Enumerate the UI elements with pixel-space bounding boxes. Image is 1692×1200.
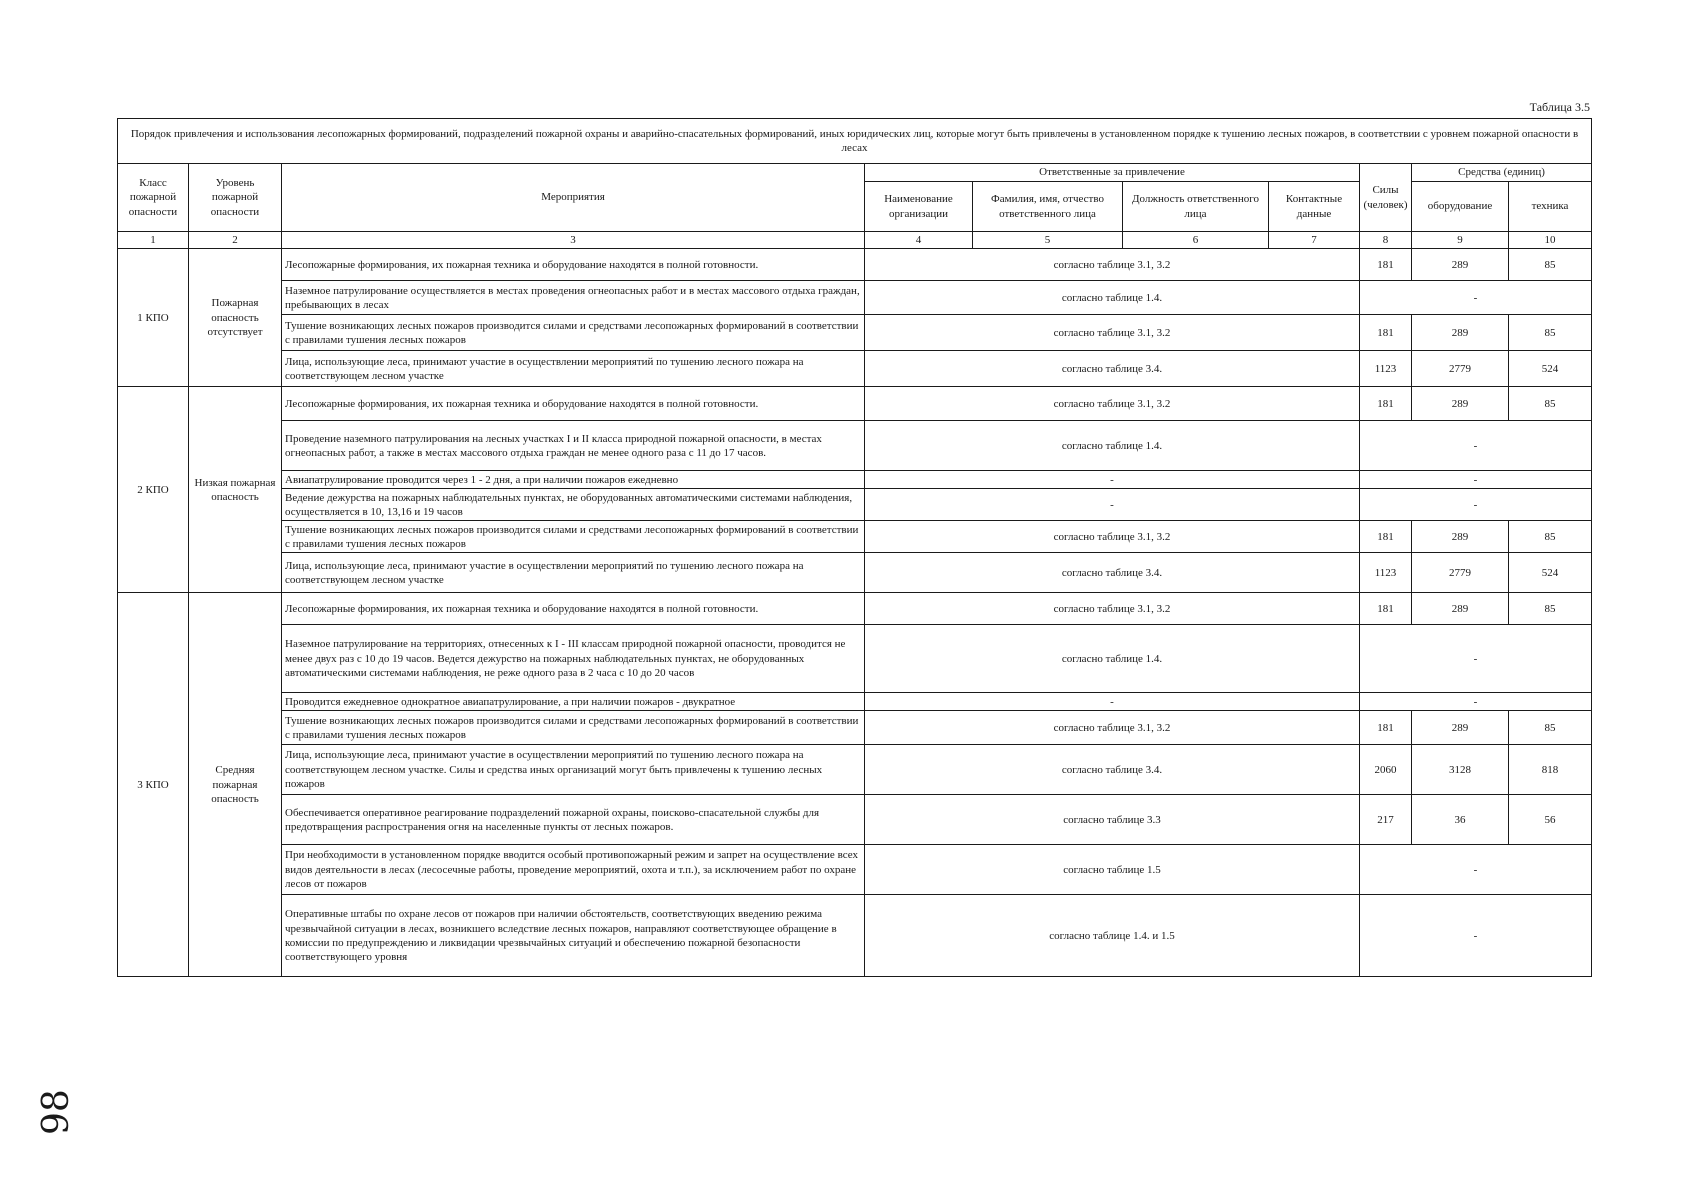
table-row bbox=[118, 593, 1592, 625]
forces-cell: 181 bbox=[1360, 249, 1412, 281]
col-number: 5 bbox=[973, 232, 1123, 249]
table-row bbox=[118, 471, 1592, 489]
forces-cell: 217 bbox=[1360, 795, 1412, 845]
header-measures: Мероприятия bbox=[282, 164, 865, 232]
fire-level-cell: Низкая пожарная опасность bbox=[189, 387, 282, 593]
measure-cell: Тушение возникающих лесных пожаров производится силами и средствами лесопожарных формирований в соответствии с правилами тушения лесных пожаров bbox=[282, 711, 865, 745]
responsible-cell: согласно таблице 3.1, 3.2 bbox=[865, 249, 1360, 281]
measure-cell: Авиапатрулирование проводится через 1 - 2 дня, а при наличии пожаров ежедневно bbox=[282, 471, 865, 489]
responsible-cell: согласно таблице 3.1, 3.2 bbox=[865, 593, 1360, 625]
col-number: 10 bbox=[1509, 232, 1592, 249]
col-number: 7 bbox=[1269, 232, 1360, 249]
forces-cell: 1123 bbox=[1360, 351, 1412, 387]
forces-means-cell: - bbox=[1360, 625, 1592, 693]
machinery-cell: 524 bbox=[1509, 351, 1592, 387]
measure-cell: При необходимости в установленном порядке вводится особый противопожарный режим и запрет на осуществление всех видов деятельности в лесах (лесосечные работы, проведение мероприятий, охота и т.п.), за исключением работ по охране лесов от пожаров bbox=[282, 845, 865, 895]
forces-means-cell: - bbox=[1360, 693, 1592, 711]
col-number: 4 bbox=[865, 232, 973, 249]
equipment-cell: 289 bbox=[1412, 711, 1509, 745]
fire-class-cell: 2 КПО bbox=[118, 387, 189, 593]
responsible-cell: согласно таблице 3.4. bbox=[865, 553, 1360, 593]
forces-cell: 181 bbox=[1360, 315, 1412, 351]
responsible-cell: согласно таблице 3.4. bbox=[865, 745, 1360, 795]
table-row bbox=[118, 421, 1592, 471]
machinery-cell: 85 bbox=[1509, 521, 1592, 553]
measure-cell: Наземное патрулирование на территориях, отнесенных к I - III классам природной пожарной опасности, проводится не менее двух раз с 10 до 19 часов. Ведется дежурство на пожарных наблюдательных пунктах, не оборудованных автоматическими системами наблюдения, не реже одного раза в 2 часа с 10 до 20 часов bbox=[282, 625, 865, 693]
measure-cell: Оперативные штабы по охране лесов от пожаров при наличии обстоятельств, соответствующих введению режима чрезвычайной ситуации в лесах, возникшего вследствие лесных пожаров, направляют соответствующее обращение в комиссии по предупреждению и ликвидации чрезвычайных ситуаций и обеспечению пожарной безопасности соответствующего уровня bbox=[282, 895, 865, 977]
fire-class-cell: 3 КПО bbox=[118, 593, 189, 977]
header-position: Должность ответственного лица bbox=[1123, 182, 1269, 232]
col-number: 9 bbox=[1412, 232, 1509, 249]
machinery-cell: 56 bbox=[1509, 795, 1592, 845]
table-row bbox=[118, 315, 1592, 351]
col-number: 8 bbox=[1360, 232, 1412, 249]
forces-means-cell: - bbox=[1360, 895, 1592, 977]
equipment-cell: 289 bbox=[1412, 315, 1509, 351]
header-forces: Силы (человек) bbox=[1360, 164, 1412, 232]
column-numbers-row bbox=[118, 232, 1592, 249]
machinery-cell: 85 bbox=[1509, 249, 1592, 281]
responsible-cell: согласно таблице 3.1, 3.2 bbox=[865, 521, 1360, 553]
page-number: 98 bbox=[36, 1089, 77, 1135]
machinery-cell: 85 bbox=[1509, 387, 1592, 421]
header-person: Фамилия, имя, отчество ответственного лица bbox=[973, 182, 1123, 232]
forces-means-cell: - bbox=[1360, 421, 1592, 471]
table-row bbox=[118, 845, 1592, 895]
responsible-cell: согласно таблице 3.1, 3.2 bbox=[865, 387, 1360, 421]
responsible-cell: согласно таблице 1.4. bbox=[865, 281, 1360, 315]
header-means: Средства (единиц) bbox=[1412, 164, 1592, 182]
equipment-cell: 289 bbox=[1412, 521, 1509, 553]
forces-cell: 2060 bbox=[1360, 745, 1412, 795]
table-row bbox=[118, 895, 1592, 977]
table-row bbox=[118, 351, 1592, 387]
responsible-cell: согласно таблице 3.4. bbox=[865, 351, 1360, 387]
measure-cell: Лица, использующие леса, принимают участие в осуществлении мероприятий по тушению лесного пожара на соответствующем лесном участке bbox=[282, 553, 865, 593]
table-title: Порядок привлечения и использования лесопожарных формирований, подразделений пожарной охраны и аварийно-спасательных формирований, иных юридических лиц, которые могут быть привлечены в установленном порядке к тушению лесных пожаров, в соответствии с уровнем пожарной опасности в лесах bbox=[118, 119, 1592, 164]
table-row bbox=[118, 553, 1592, 593]
header-equipment: оборудование bbox=[1412, 182, 1509, 232]
responsible-cell: согласно таблице 1.4. bbox=[865, 625, 1360, 693]
forces-means-cell: - bbox=[1360, 489, 1592, 521]
table-row bbox=[118, 387, 1592, 421]
table-row bbox=[118, 625, 1592, 693]
measure-cell: Тушение возникающих лесных пожаров производится силами и средствами лесопожарных формирований в соответствии с правилами тушения лесных пожаров bbox=[282, 315, 865, 351]
fire-measures-table bbox=[117, 118, 1592, 977]
machinery-cell: 524 bbox=[1509, 553, 1592, 593]
responsible-cell: согласно таблице 1.5 bbox=[865, 845, 1360, 895]
measure-cell: Лица, использующие леса, принимают участие в осуществлении мероприятий по тушению лесного пожара на соответствующем лесном участке bbox=[282, 351, 865, 387]
col-number: 6 bbox=[1123, 232, 1269, 249]
equipment-cell: 289 bbox=[1412, 593, 1509, 625]
equipment-cell: 3128 bbox=[1412, 745, 1509, 795]
forces-cell: 181 bbox=[1360, 593, 1412, 625]
responsible-cell: согласно таблице 3.1, 3.2 bbox=[865, 711, 1360, 745]
measure-cell: Проводится ежедневное однократное авиапатрулирование, а при наличии пожаров - двукратное bbox=[282, 693, 865, 711]
table-row bbox=[118, 521, 1592, 553]
equipment-cell: 2779 bbox=[1412, 553, 1509, 593]
table-row bbox=[118, 249, 1592, 281]
measure-cell: Лица, использующие леса, принимают участие в осуществлении мероприятий по тушению лесного пожара на соответствующем лесном участке. Силы и средства иных организаций могут быть привлечены к тушению лесных пожаров bbox=[282, 745, 865, 795]
responsible-cell: - bbox=[865, 471, 1360, 489]
col-number: 2 bbox=[189, 232, 282, 249]
equipment-cell: 289 bbox=[1412, 249, 1509, 281]
table-row bbox=[118, 745, 1592, 795]
header-responsible: Ответственные за привлечение bbox=[865, 164, 1360, 182]
measure-cell: Тушение возникающих лесных пожаров производится силами и средствами лесопожарных формирований в соответствии с правилами тушения лесных пожаров bbox=[282, 521, 865, 553]
forces-cell: 1123 bbox=[1360, 553, 1412, 593]
forces-means-cell: - bbox=[1360, 471, 1592, 489]
table-row bbox=[118, 693, 1592, 711]
machinery-cell: 85 bbox=[1509, 711, 1592, 745]
equipment-cell: 289 bbox=[1412, 387, 1509, 421]
fire-class-cell: 1 КПО bbox=[118, 249, 189, 387]
header-machinery: техника bbox=[1509, 182, 1592, 232]
forces-cell: 181 bbox=[1360, 711, 1412, 745]
measure-cell: Лесопожарные формирования, их пожарная техника и оборудование находятся в полной готовности. bbox=[282, 249, 865, 281]
measure-cell: Проведение наземного патрулирования на лесных участках I и II класса природной пожарной опасности, в местах огнеопасных работ, а также в местах массового отдыха граждан не менее одного раза с 11 до 17 часов. bbox=[282, 421, 865, 471]
forces-cell: 181 bbox=[1360, 521, 1412, 553]
responsible-cell: согласно таблице 1.4. и 1.5 bbox=[865, 895, 1360, 977]
machinery-cell: 85 bbox=[1509, 315, 1592, 351]
machinery-cell: 818 bbox=[1509, 745, 1592, 795]
equipment-cell: 2779 bbox=[1412, 351, 1509, 387]
header-contacts: Контактные данные bbox=[1269, 182, 1360, 232]
header-class: Класс пожарной опасности bbox=[118, 164, 189, 232]
table-row bbox=[118, 281, 1592, 315]
col-number: 1 bbox=[118, 232, 189, 249]
forces-means-cell: - bbox=[1360, 845, 1592, 895]
responsible-cell: согласно таблице 3.3 bbox=[865, 795, 1360, 845]
responsible-cell: согласно таблице 1.4. bbox=[865, 421, 1360, 471]
measure-cell: Наземное патрулирование осуществляется в местах проведения огнеопасных работ и в местах массового отдыха граждан, пребывающих в лесах bbox=[282, 281, 865, 315]
col-number: 3 bbox=[282, 232, 865, 249]
table-row bbox=[118, 711, 1592, 745]
responsible-cell: - bbox=[865, 693, 1360, 711]
table-number-label: Таблица 3.5 bbox=[1529, 100, 1590, 114]
fire-level-cell: Средняя пожарная опасность bbox=[189, 593, 282, 977]
table-row bbox=[118, 795, 1592, 845]
forces-means-cell: - bbox=[1360, 281, 1592, 315]
table-row bbox=[118, 489, 1592, 521]
header-level: Уровень пожарной опасности bbox=[189, 164, 282, 232]
responsible-cell: - bbox=[865, 489, 1360, 521]
machinery-cell: 85 bbox=[1509, 593, 1592, 625]
header-org: Наименование организации bbox=[865, 182, 973, 232]
fire-level-cell: Пожарная опасность отсутствует bbox=[189, 249, 282, 387]
forces-cell: 181 bbox=[1360, 387, 1412, 421]
measure-cell: Ведение дежурства на пожарных наблюдательных пунктах, не оборудованных автоматическими системами наблюдения, осуществляется в 10, 13,16 и 19 часов bbox=[282, 489, 865, 521]
measure-cell: Лесопожарные формирования, их пожарная техника и оборудование находятся в полной готовности. bbox=[282, 387, 865, 421]
responsible-cell: согласно таблице 3.1, 3.2 bbox=[865, 315, 1360, 351]
measure-cell: Обеспечивается оперативное реагирование подразделений пожарной охраны, поисково-спасательной службы для предотвращения распространения огня на населенные пункты от лесных пожаров. bbox=[282, 795, 865, 845]
measure-cell: Лесопожарные формирования, их пожарная техника и оборудование находятся в полной готовности. bbox=[282, 593, 865, 625]
equipment-cell: 36 bbox=[1412, 795, 1509, 845]
